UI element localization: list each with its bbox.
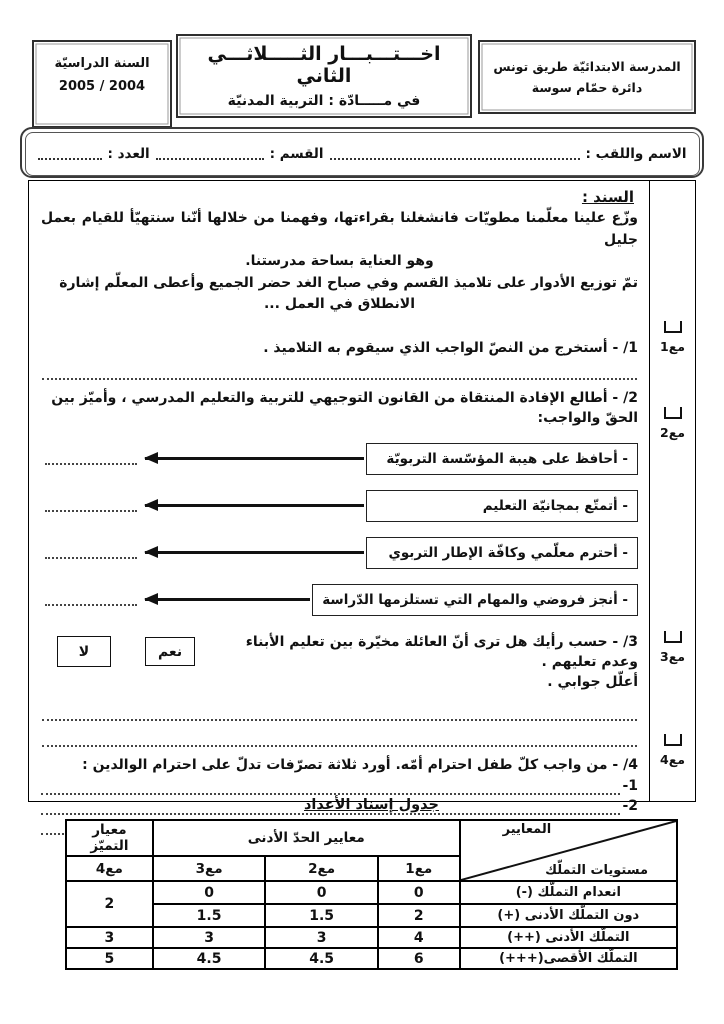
school-header-box bbox=[478, 40, 696, 114]
cell-3-c1: 6 bbox=[378, 948, 460, 969]
duty-row-1 bbox=[41, 443, 638, 475]
number-label: العدد : bbox=[107, 145, 150, 162]
table-row bbox=[66, 927, 677, 948]
answer-line-q1[interactable] bbox=[42, 363, 637, 380]
school-name: المدرسة الابتدائيّة طريق تونس bbox=[493, 58, 681, 74]
question-3 bbox=[41, 632, 638, 672]
answer-line-q3-a[interactable] bbox=[42, 704, 637, 721]
cell-2-excellence: 3 bbox=[66, 927, 153, 948]
support-line-2: وهو العناية بساحة مدرستنا. bbox=[245, 253, 434, 269]
criterion-label-1: مع1 bbox=[660, 339, 685, 354]
question-4-number: 4/ bbox=[623, 756, 638, 773]
corner-criteria-label: المعايير bbox=[502, 822, 552, 837]
left-arrow-icon bbox=[145, 598, 310, 600]
cell-0-c3: 0 bbox=[153, 881, 266, 904]
question-3-text: - حسب رأيك هل ترى أنّ العائلة مخيّرة بين تعليم الأبناء وعدم تعليهم . bbox=[245, 633, 638, 670]
yes-checkbox[interactable]: نعم bbox=[145, 637, 195, 666]
col-header-c4: مع4 bbox=[66, 856, 153, 881]
answer-line-q3-b[interactable] bbox=[42, 730, 637, 747]
exam-subject: في مـــــادّة : التربية المدنيّة bbox=[227, 93, 421, 109]
q4-item-1-answer[interactable] bbox=[41, 778, 620, 795]
support-line-1: وزّع علينا معلّمنا مطويّات فانشغلنا بقراءتها، وفهمنا من خلالها أنّنا سنتهيّأ للقيام بعمل جليل bbox=[41, 210, 638, 248]
score-box-3[interactable] bbox=[664, 631, 682, 643]
duty-answer-4[interactable] bbox=[45, 594, 137, 606]
mark-group-4 bbox=[650, 734, 695, 767]
name-field[interactable] bbox=[330, 147, 580, 160]
question-1 bbox=[41, 338, 638, 358]
table-row bbox=[66, 948, 677, 969]
question-4 bbox=[41, 755, 638, 775]
cell-0-excellence: 2 bbox=[66, 881, 153, 927]
row-label-1: دون التملّك الأدنى (+) bbox=[460, 904, 677, 927]
class-label: القسم : bbox=[269, 145, 324, 162]
mark-group-1 bbox=[650, 321, 695, 354]
class-field[interactable] bbox=[156, 147, 264, 160]
duty-box-3: - أحترم معلّمي وكافّة الإطار التربوي bbox=[366, 537, 638, 569]
name-label: الاسم واللقب : bbox=[585, 145, 687, 162]
support-line-4: الانطلاق في العمل ... bbox=[263, 296, 415, 312]
school-year-value: 2005 / 2004 bbox=[58, 79, 146, 95]
duty-row-4 bbox=[41, 584, 638, 616]
question-3-number: 3/ bbox=[623, 633, 638, 650]
q4-item-2-number: 2- bbox=[622, 797, 638, 814]
cell-3-c3: 4.5 bbox=[153, 948, 266, 969]
table-row bbox=[66, 904, 677, 927]
grading-table-title: جدول إسناد الأعداد bbox=[303, 797, 439, 813]
duty-box-1: - أحافظ على هيبة المؤسّسة التربويّة bbox=[366, 443, 638, 475]
mark-group-2 bbox=[650, 407, 695, 440]
score-box-1[interactable] bbox=[664, 321, 682, 333]
corner-levels-label: مستويات التملّك bbox=[545, 863, 648, 878]
cell-2-c3: 3 bbox=[153, 927, 266, 948]
question-4-text: - من واجب كلّ طفل احترام أمّه. أورد ثلاثة تصرّفات تدلّ على احترام الوالدين : bbox=[82, 756, 619, 773]
identity-bar-inner bbox=[25, 132, 700, 176]
q4-item-row-1 bbox=[41, 778, 638, 795]
exam-title: اخـــتـــبـــار الثـــــلاثـــي الثاني bbox=[207, 43, 441, 87]
cell-2-c1: 4 bbox=[378, 927, 460, 948]
cell-1-c1: 2 bbox=[378, 904, 460, 927]
cell-1-c2: 1.5 bbox=[265, 904, 378, 927]
duty-answer-1[interactable] bbox=[45, 453, 137, 465]
cell-3-c2: 4.5 bbox=[265, 948, 378, 969]
cell-2-c2: 3 bbox=[265, 927, 378, 948]
duty-box-2: - أتمتّع بمجانيّة التعليم bbox=[366, 490, 638, 522]
criterion-label-3: مع3 bbox=[660, 649, 685, 664]
school-year-label: السنة الدراسيّة bbox=[54, 56, 150, 71]
question-2-text: - أطالع الإفادة المنتقاة من القانون التوجيهي للتربية والتعليم المدرسي ، وأميّز بين الحقّ والواجب: bbox=[51, 389, 638, 426]
col-header-c2: مع2 bbox=[265, 856, 378, 881]
criterion-label-4: مع4 bbox=[660, 752, 685, 767]
support-heading: السند : bbox=[581, 188, 634, 206]
duty-answer-2[interactable] bbox=[45, 500, 137, 512]
grading-table bbox=[65, 819, 678, 970]
support-line-3: تمّ توزيع الأدوار على تلاميذ القسم وفي صباح الغد حضر الجميع وأعطى المعلّم إشارة bbox=[59, 274, 638, 291]
cell-3-excellence: 5 bbox=[66, 948, 153, 969]
score-box-2[interactable] bbox=[664, 407, 682, 419]
col-header-c1: مع1 bbox=[378, 856, 460, 881]
duty-answer-3[interactable] bbox=[45, 547, 137, 559]
question-1-text: - أستخرج من النصّ الواجب الذي سيقوم به التلاميذ . bbox=[263, 339, 619, 356]
exam-title-box bbox=[176, 34, 472, 118]
row-label-3: التملّك الأقصى(+++) bbox=[460, 948, 677, 969]
left-arrow-icon bbox=[145, 504, 364, 506]
row-label-0: انعدام التملّك (-) bbox=[460, 881, 677, 904]
corner-header-cell bbox=[460, 820, 677, 881]
school-district: دائرة حمّام سوسة bbox=[531, 80, 643, 95]
col-header-c3: مع3 bbox=[153, 856, 266, 881]
mark-group-3 bbox=[650, 631, 695, 664]
min-criteria-header: معايير الحدّ الأدنى bbox=[153, 820, 460, 856]
identity-bar bbox=[20, 127, 704, 178]
cell-0-c1: 0 bbox=[378, 881, 460, 904]
no-checkbox[interactable]: لا bbox=[57, 636, 111, 667]
table-row bbox=[66, 881, 677, 904]
school-year-box bbox=[32, 40, 172, 128]
question-3-justify: أعلّل جوابي . bbox=[547, 673, 638, 690]
q4-item-1-number: 1- bbox=[622, 777, 638, 794]
cell-0-c2: 0 bbox=[265, 881, 378, 904]
left-arrow-icon bbox=[145, 457, 364, 459]
grading-table-title-wrap bbox=[65, 797, 678, 813]
duty-row-2 bbox=[41, 490, 638, 522]
question-1-number: 1/ bbox=[623, 339, 638, 356]
scoring-margin-column bbox=[649, 181, 695, 801]
score-box-4[interactable] bbox=[664, 734, 682, 746]
row-label-2: التملّك الأدنى (++) bbox=[460, 927, 677, 948]
left-arrow-icon bbox=[145, 551, 364, 553]
excellence-header: معيار التميّز bbox=[66, 820, 153, 856]
duty-box-4: - أنجز فروضي والمهام التي تستلزمها الدّراسة bbox=[312, 584, 638, 616]
cell-1-c3: 1.5 bbox=[153, 904, 266, 927]
question-3-text-wrap bbox=[207, 632, 638, 672]
number-field[interactable] bbox=[38, 147, 102, 160]
question-2-number: 2/ bbox=[623, 389, 638, 406]
duty-row-3 bbox=[41, 537, 638, 569]
criterion-label-2: مع2 bbox=[660, 425, 685, 440]
question-2 bbox=[41, 388, 638, 428]
